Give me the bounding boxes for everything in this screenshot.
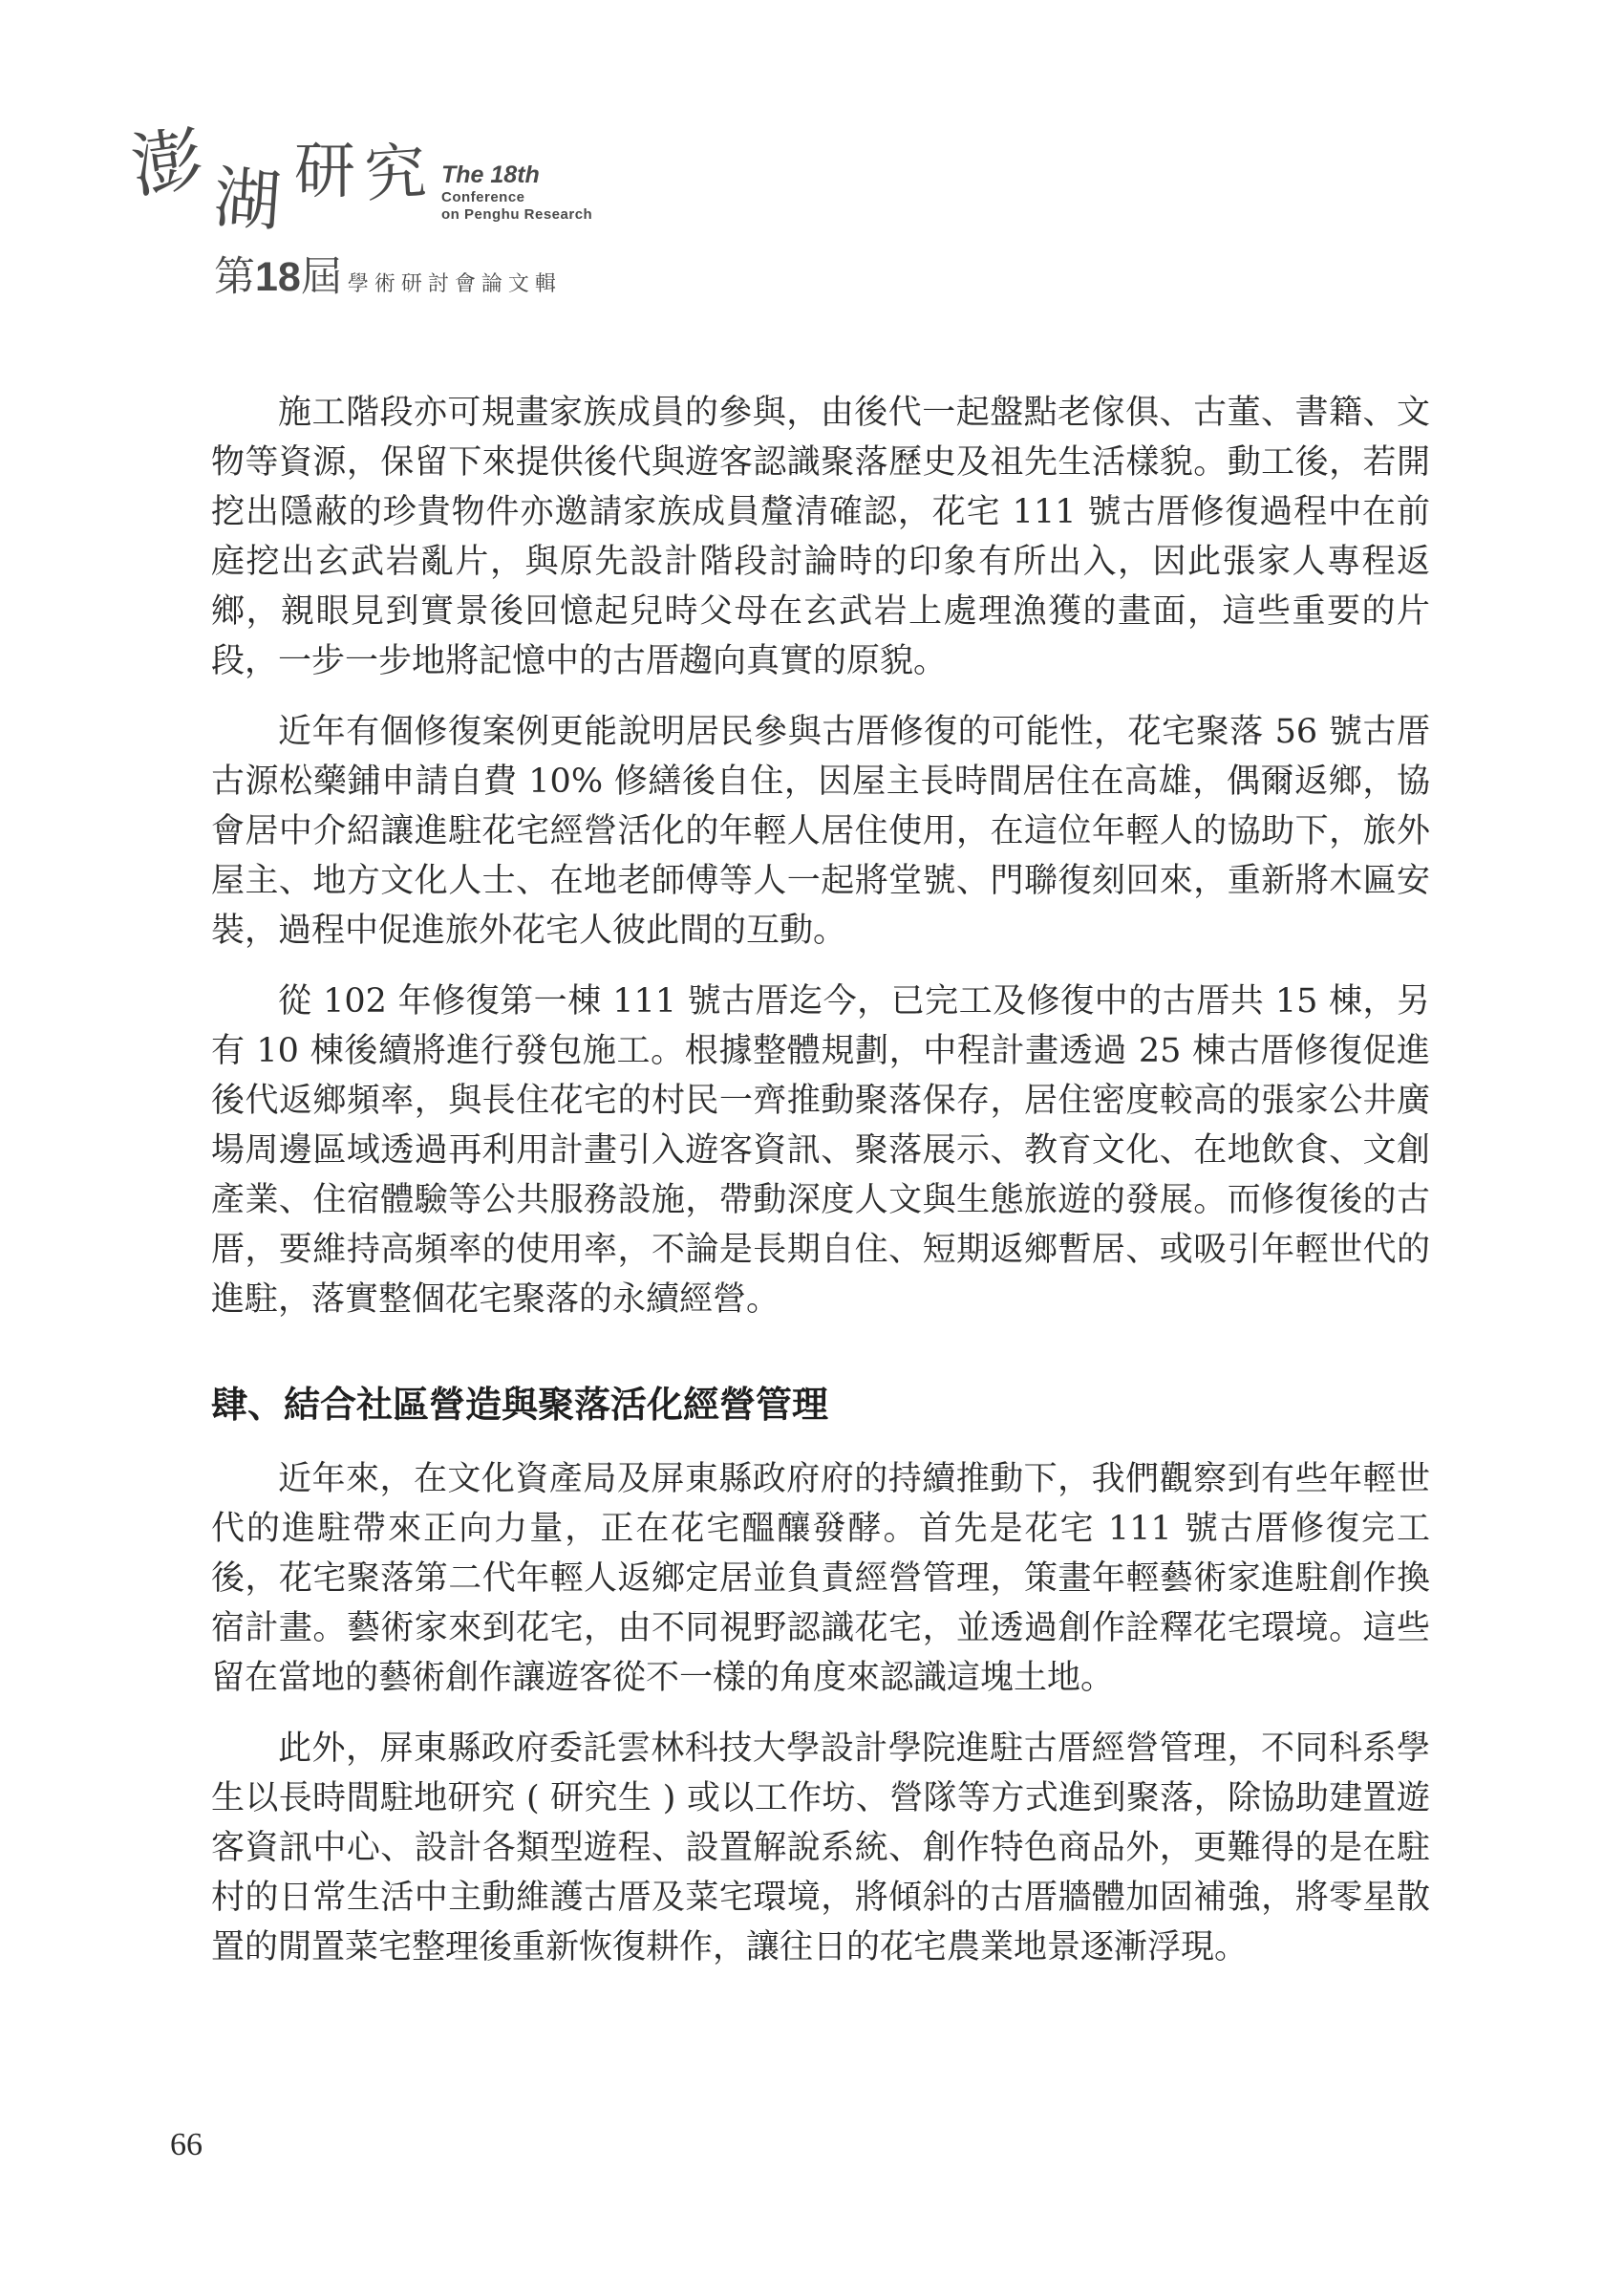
calligraphy-char-peng: 澎 [126, 118, 208, 209]
body-paragraph: 施工階段亦可規畫家族成員的參與，由後代一起盤點老傢俱、古董、書籍、文物等資源，保留下來提供後代與遊客認識聚落歷史及祖先生活樣貌。動工後，若開挖出隱蔽的珍貴物件亦邀請家族成員釐清確認，花宅 111 號古厝修復過程中在前庭挖出玄武岩亂片，與原先設計階段討論時的印象有所出入，因此張家人專程返鄉，親眼見到實景後回憶起兒時父母在玄武岩上處理漁獲的畫面，這些重要的片段，一步一步地將記憶中的古厝趨向真實的原貌。 [211, 394, 1430, 680]
subtitle-number: 18 [255, 254, 301, 300]
page-number: 66 [170, 2127, 203, 2162]
subtitle-suffix: 屆 [300, 253, 342, 301]
section-heading: 肆、結合社區營造與聚落活化經營管理 [211, 1384, 829, 1426]
conference-line-1: Conference [441, 189, 525, 205]
journal-subtitle [214, 245, 562, 303]
body-paragraph: 此外，屏東縣政府委託雲林科技大學設計學院進駐古厝經營管理，不同科系學生以長時間駐地研究 ( 研究生 ) 或以工作坊、營隊等方式進到聚落，除協助建置遊客資訊中心、設計各類型遊程、設置解說系統、創作特色商品外，更難得的是在駐村的日常生活中主動維護古厝及菜宅環境，將傾斜的古厝牆體加固補強，將零星散置的閒置菜宅整理後重新恢復耕作，讓往日的花宅農業地景逐漸浮現。 [211, 1730, 1430, 1966]
calligraphy-char-yan: 研 [294, 137, 355, 207]
calligraphy-char-jiu: 究 [362, 136, 429, 212]
conference-label [441, 161, 592, 224]
subtitle-rest: 學術研討會論文輯 [347, 272, 562, 296]
subtitle-prefix: 第 [214, 253, 255, 301]
article-body [211, 388, 1430, 1993]
body-paragraph: 從 102 年修復第一棟 111 號古厝迄今，已完工及修復中的古厝共 15 棟，另有 10 棟後續將進行發包施工。根據整體規劃，中程計畫透過 25 棟古厝修復促進後代返鄉頻率，與長住花宅的村民一齊推動聚落保存，居住密度較高的張家公井廣場周邊區域透過再利用計畫引入遊客資訊、聚落展示、教育文化、在地飲食、文創產業、住宿體驗等公共服務設施，帶動深度人文與生態旅遊的發展。而修復後的古厝，要維持高頻率的使用率，不論是長期自住、短期返鄉暫居、或吸引年輕世代的進駐，落實整個花宅聚落的永續經營。 [211, 982, 1430, 1319]
body-paragraph: 近年來，在文化資產局及屏東縣政府府的持續推動下，我們觀察到有些年輕世代的進駐帶來正向力量，正在花宅醞釀發酵。首先是花宅 111 號古厝修復完工後，花宅聚落第二代年輕人返鄉定居並負責經營管理，策畫年輕藝術家進駐創作換宿計畫。藝術家來到花宅，由不同視野認識花宅，並透過創作詮釋花宅環境。這些留在當地的藝術創作讓遊客從不一樣的角度來認識這塊土地。 [211, 1460, 1430, 1697]
conference-edition: The 18th [441, 161, 540, 188]
calligraphy-char-hu: 湖 [211, 158, 284, 242]
journal-header [126, 118, 629, 304]
conference-line-2: on Penghu Research [441, 206, 593, 223]
body-paragraph: 近年有個修復案例更能說明居民參與古厝修復的可能性，花宅聚落 56 號古厝古源松藥鋪申請自費 10% 修繕後自住，因屋主長時間居住在高雄，偶爾返鄉，協會居中介紹讓進駐花宅經營活化的年輕人居住使用，在這位年輕人的協助下，旅外屋主、地方文化人士、在地老師傅等人一起將堂號、門聯復刻回來，重新將木匾安裝，過程中促進旅外花宅人彼此間的互動。 [211, 713, 1430, 950]
